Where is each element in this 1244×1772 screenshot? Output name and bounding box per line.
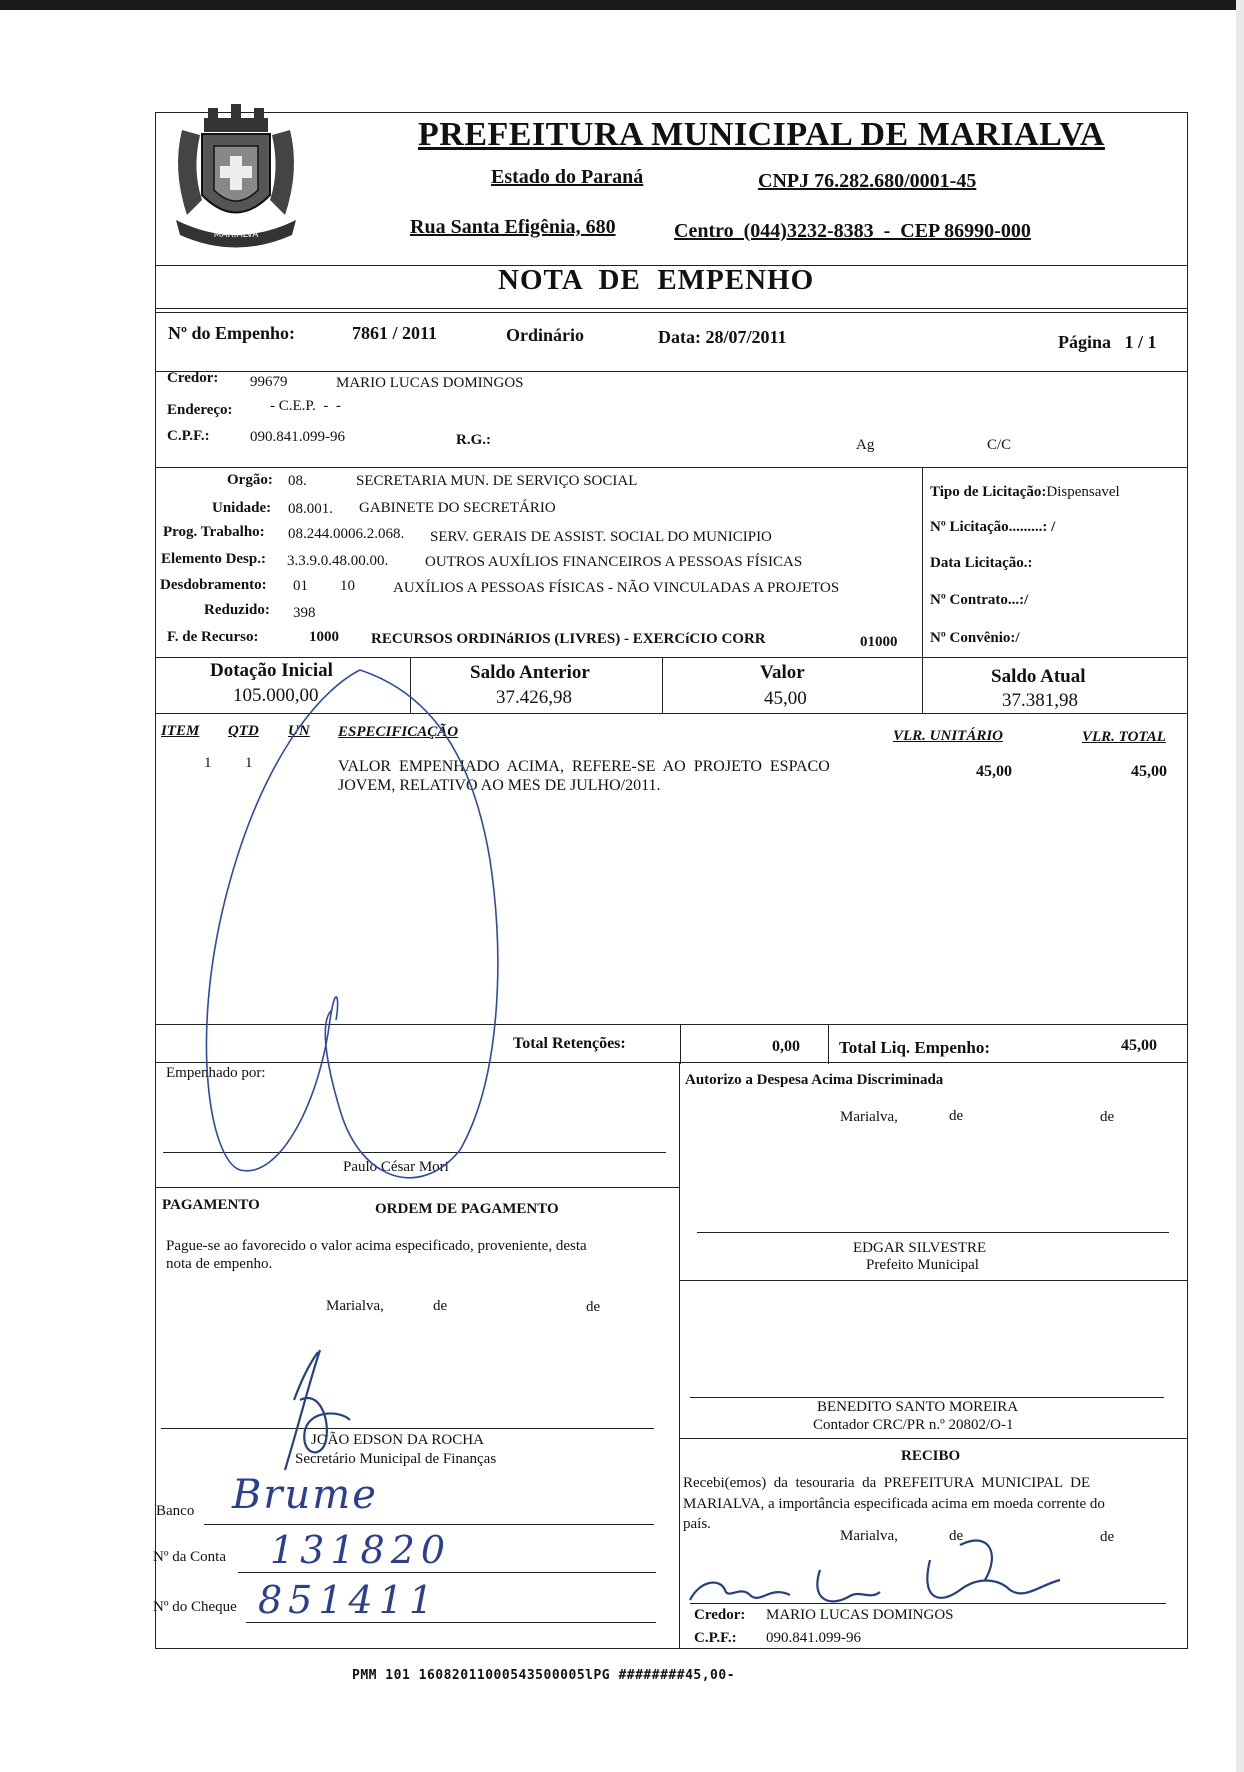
credor-name: MARIO LUCAS DOMINGOS (336, 375, 524, 391)
licitacao-tipo-label (930, 484, 1120, 501)
elemento-desc: OUTROS AUXÍLIOS FINANCEIROS A PESSOAS FÍSICAS (425, 554, 803, 570)
divider (922, 657, 923, 713)
signature-line (690, 1603, 1166, 1604)
prog-value: 08.244.0006.2.068. (288, 526, 405, 542)
orgao-desc: SECRETARIA MUN. DE SERVIÇO SOCIAL (356, 473, 638, 489)
empenhado-name: Paulo César Mori (343, 1159, 449, 1175)
recurso-code: 01000 (860, 634, 898, 650)
divider (155, 713, 1188, 714)
col-un: UN (288, 723, 310, 739)
recibo-de1: de (949, 1528, 964, 1544)
autorizo-city: Marialva, (840, 1109, 898, 1125)
recibo-cpf: 090.841.099-96 (766, 1630, 861, 1646)
empenho-date: Data: 28/07/2011 (658, 327, 787, 347)
header-cnpj: CNPJ 76.282.680/0001-45 (758, 170, 977, 192)
dotacao-value: 105.000,00 (233, 685, 319, 706)
recibo-city: Marialva, (840, 1528, 898, 1544)
empenho-type: Ordinário (506, 325, 585, 345)
divider (155, 467, 1188, 468)
saldo-anterior-label: Saldo Anterior (470, 662, 590, 683)
doc-title: NOTA DE EMPENHO (498, 264, 815, 296)
divider (410, 657, 411, 713)
recibo-credor-label: Credor: (694, 1607, 746, 1623)
signature-line (690, 1397, 1164, 1398)
coat-of-arms (162, 100, 310, 258)
licitacao-numero-label: Nº Licitação.........: / (930, 519, 1056, 535)
saldo-anterior-value: 37.426,98 (496, 687, 572, 708)
pagamento-label: PAGAMENTO (162, 1197, 260, 1213)
unidade-desc: GABINETE DO SECRETÁRIO (359, 500, 556, 516)
prog-label: Prog. Trabalho: (163, 524, 265, 540)
divider (155, 1024, 1188, 1025)
item-qtd: 1 (245, 755, 253, 771)
recurso-desc: RECURSOS ORDINáRIOS (LIVRES) - EXERCíCIO CORR (371, 631, 766, 647)
cpf-label: C.P.F.: (167, 428, 210, 444)
signature-line (161, 1428, 654, 1429)
unidade-value: 08.001. (288, 501, 333, 517)
autorizo-de1: de (949, 1108, 964, 1124)
cpf-value: 090.841.099-96 (250, 429, 345, 445)
banco-line (204, 1524, 654, 1525)
item-vlr-unitario: 45,00 (976, 763, 1012, 780)
secretario-role: Secretário Municipal de Finanças (295, 1451, 497, 1467)
divider (155, 1187, 680, 1188)
coat-of-arms-icon (162, 100, 310, 258)
header-street: Rua Santa Efigênia, 680 (410, 216, 616, 238)
header-title: PREFEITURA MUNICIPAL DE MARIALVA (418, 116, 1105, 153)
conta-line (238, 1572, 656, 1573)
valor-value: 45,00 (764, 688, 807, 709)
desdob-desc: AUXÍLIOS A PESSOAS FÍSICAS - NÃO VINCULADAS A PROJETOS (393, 580, 840, 596)
recibo-label: RECIBO (901, 1448, 961, 1464)
orgao-value: 08. (288, 473, 307, 489)
retencoes-label: Total Retenções: (513, 1035, 626, 1052)
liq-value: 45,00 (1121, 1037, 1157, 1054)
cc-label: C/C (987, 437, 1012, 453)
saldo-atual-value: 37.381,98 (1002, 690, 1078, 711)
endereco-value: - C.E.P. - - (270, 398, 341, 414)
divider (155, 1062, 1188, 1063)
empenho-number-label: Nº do Empenho: (168, 323, 295, 343)
col-vlr-total: VLR. TOTAL (1082, 729, 1166, 745)
licitacao-tipo-label-text: Tipo de Licitação: (930, 484, 1047, 500)
banco-handwritten: Brume (232, 1472, 378, 1518)
rg-label: R.G.: (456, 432, 491, 448)
col-especificacao: ESPECIFICAÇÃO (338, 724, 459, 740)
divider (680, 1024, 681, 1064)
pagamento-text1: Pague-se ao favorecido o valor acima especificado, proveniente, desta (166, 1238, 587, 1254)
dotacao-label: Dotação Inicial (210, 660, 333, 681)
recibo-text2: MARIALVA, a importância especificada acima em moeda corrente do (683, 1496, 1105, 1512)
col-qtd: QTD (228, 723, 259, 739)
divider (662, 657, 663, 713)
recibo-cpf-label: C.P.F.: (694, 1630, 737, 1646)
prefeito-name: EDGAR SILVESTRE (853, 1240, 987, 1256)
divider (155, 657, 1188, 658)
liq-label: Total Liq. Empenho: (839, 1038, 990, 1057)
desdob-label: Desdobramento: (160, 577, 267, 593)
prefeito-role: Prefeito Municipal (866, 1257, 979, 1273)
conta-label: Nº da Conta (153, 1549, 226, 1565)
divider (679, 1438, 1188, 1439)
credor-label: Credor: (167, 370, 219, 386)
divider (679, 1280, 1188, 1281)
ordem-label: ORDEM DE PAGAMENTO (375, 1201, 559, 1217)
credor-code: 99679 (250, 374, 288, 390)
licitacao-contrato-label: Nº Contrato...:/ (930, 592, 1029, 608)
contador-name: BENEDITO SANTO MOREIRA (817, 1399, 1019, 1415)
signature-line (163, 1152, 666, 1153)
pagamento-text2: nota de empenho. (166, 1256, 273, 1272)
divider (922, 467, 923, 657)
autorizo-de2: de (1100, 1109, 1115, 1125)
endereco-label: Endereço: (167, 402, 233, 418)
item-vlr-total: 45,00 (1131, 763, 1167, 780)
valor-label: Valor (760, 662, 805, 683)
header-state: Estado do Paraná (491, 166, 644, 188)
cheque-line (246, 1622, 656, 1623)
divider (155, 371, 1188, 372)
recurso-value: 1000 (309, 629, 339, 645)
pagamento-city: Marialva, (326, 1298, 384, 1314)
signature-line (697, 1232, 1169, 1233)
item-number: 1 (204, 755, 212, 771)
col-vlr-unitario: VLR. UNITÁRIO (893, 728, 1004, 744)
recibo-text1: Recebi(emos) da tesouraria da PREFEITURA MUNICIPAL DE (683, 1475, 1091, 1491)
divider (679, 1062, 680, 1649)
elemento-label: Elemento Desp.: (161, 551, 266, 567)
pagamento-de1: de (433, 1298, 448, 1314)
col-item: ITEM (161, 723, 200, 739)
item-espec-line1: VALOR EMPENHADO ACIMA, REFERE-SE AO PROJETO ESPACO (338, 758, 830, 775)
svg-text:MARIALVA: MARIALVA (213, 230, 259, 240)
secretario-name: JOÃO EDSON DA ROCHA (311, 1432, 484, 1448)
orgao-label: Orgão: (227, 472, 273, 488)
empenho-number: 7861 / 2011 (352, 323, 438, 343)
retencoes-value: 0,00 (772, 1038, 800, 1055)
cheque-label: Nº do Cheque (153, 1599, 237, 1615)
licitacao-tipo-value: Dispensavel (1046, 484, 1120, 500)
divider (155, 312, 1188, 313)
pagamento-de2: de (586, 1299, 601, 1315)
reduzido-label: Reduzido: (204, 602, 270, 618)
cheque-handwritten: 851411 (258, 1578, 440, 1622)
desdob-b: 10 (340, 578, 355, 594)
recibo-credor: MARIO LUCAS DOMINGOS (766, 1607, 954, 1623)
prog-desc: SERV. GERAIS DE ASSIST. SOCIAL DO MUNICIPIO (430, 529, 772, 545)
scan-edge-right (1236, 0, 1244, 1772)
contador-role: Contador CRC/PR n.º 20802/O-1 (813, 1417, 1014, 1433)
elemento-value: 3.3.9.0.48.00.00. (287, 553, 389, 569)
item-espec-line2: JOVEM, RELATIVO AO MES DE JULHO/2011. (338, 777, 661, 794)
desdob-a: 01 (293, 578, 308, 594)
header-district-phone: Centro (044)3232-8383 - CEP 86990-000 (674, 220, 1031, 242)
scan-edge-top (0, 0, 1244, 10)
saldo-atual-label: Saldo Atual (991, 666, 1086, 687)
divider (155, 308, 1188, 309)
footer-code: PMM 101 16082011000543500005lPG ########45,00- (352, 1668, 736, 1683)
licitacao-convenio-label: Nº Convênio:/ (930, 630, 1020, 646)
divider (828, 1024, 829, 1064)
licitacao-data-label: Data Licitação.: (930, 555, 1033, 571)
unidade-label: Unidade: (212, 500, 272, 516)
empenho-page: Página 1 / 1 (1058, 332, 1157, 352)
ag-label: Ag (856, 437, 875, 453)
reduzido-value: 398 (293, 605, 316, 621)
banco-label: Banco (156, 1503, 195, 1519)
recibo-text3: país. (683, 1516, 711, 1532)
empenhado-label: Empenhado por: (166, 1065, 266, 1081)
recibo-de2: de (1100, 1529, 1115, 1545)
conta-handwritten: 131820 (270, 1528, 452, 1572)
recurso-label: F. de Recurso: (167, 629, 259, 645)
autorizo-label: Autorizo a Despesa Acima Discriminada (685, 1072, 944, 1088)
